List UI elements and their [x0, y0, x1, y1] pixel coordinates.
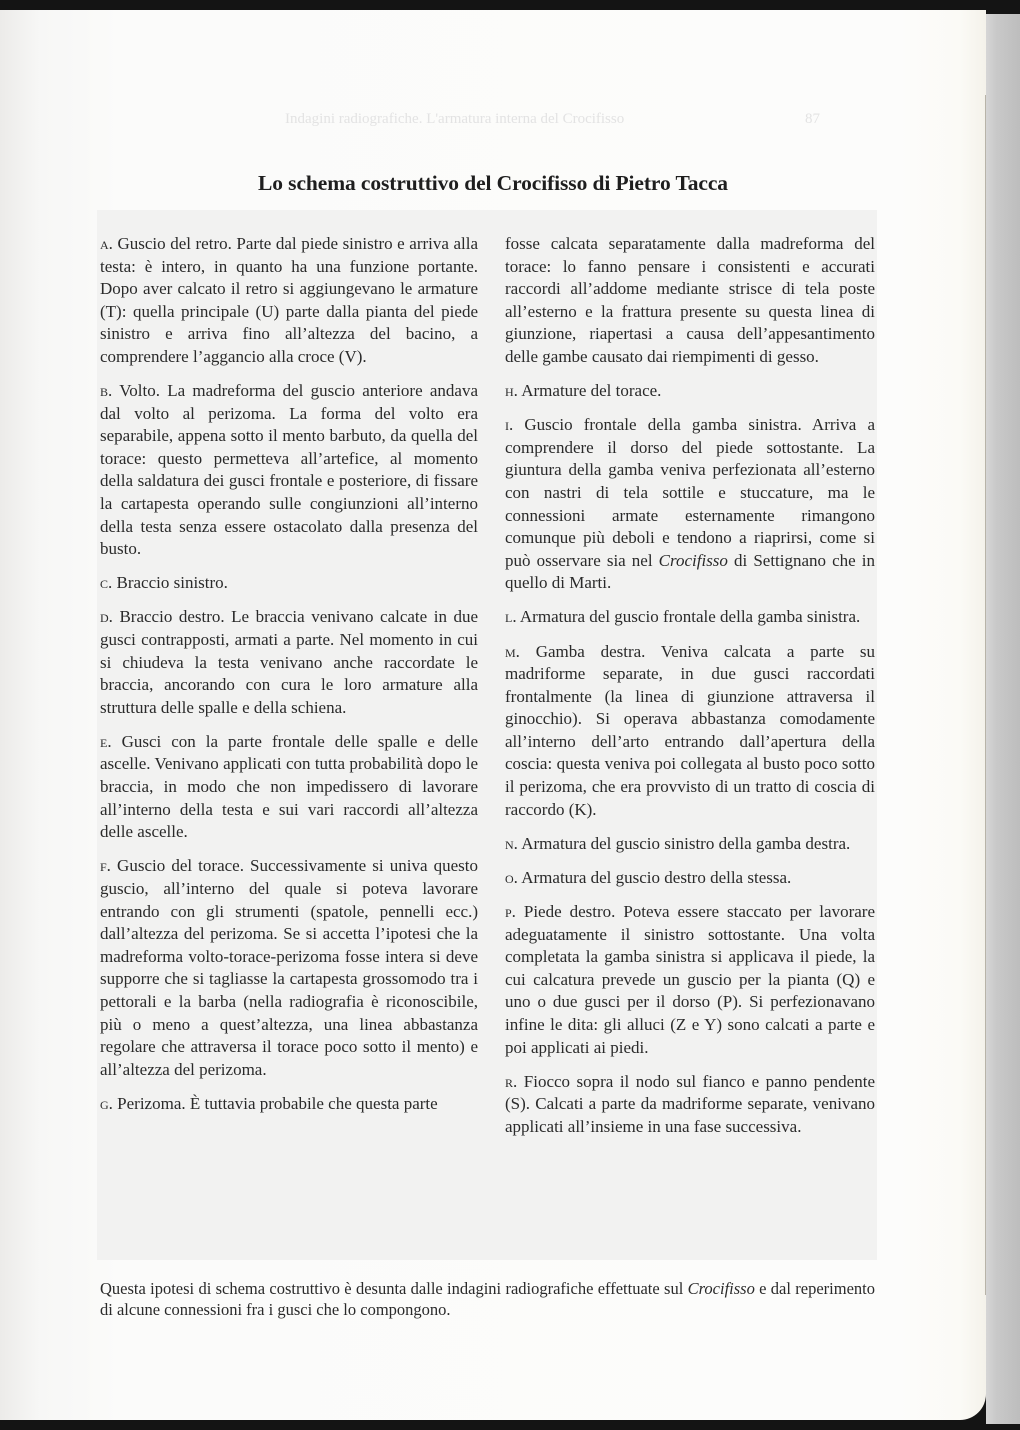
entry-f	[100, 855, 478, 1081]
entry-l	[505, 606, 875, 629]
entry-italic-term: Crocifisso	[658, 550, 728, 570]
entry-letter: h.	[505, 381, 518, 401]
entry-text: Fiocco sopra il nodo sul fianco e panno pendente (S). Calcati a parte da madriforme separate, venivano applicati all’insieme in una fase successiva.	[505, 1071, 875, 1136]
entry-p	[505, 901, 875, 1059]
caption-italic-term: Crocifisso	[687, 1279, 755, 1298]
page-title: Lo schema costruttivo del Crocifisso di Pietro Tacca	[258, 171, 728, 195]
page-number-ghost: 87	[805, 111, 820, 127]
entry-letter: r.	[505, 1071, 518, 1091]
entry-letter: p.	[505, 901, 516, 921]
entry-text: Braccio destro. Le braccia venivano calcate in due gusci contrapposti, armati a parte. Nel momento in cui si chiudeva la testa venivano anche raccordate le braccia, ancorando con cura le loro armature alla struttura delle spalle e della schiena.	[100, 607, 479, 717]
entry-letter: l.	[505, 607, 517, 627]
entry-letter: f.	[100, 856, 111, 876]
entry-letter: n.	[505, 833, 518, 853]
entry-text: Gamba destra. Veniva calcata a parte su madriforme separate, in due gusci raccordati frontalmente (la linea di giunzione attraversa il ginocchio). Si operava abbastanza comodamente all’interno dell’arto entrando dall’apertura della coscia: questa veniva poi collegata al busto poco sotto il perizoma, che era provvisto di un tratto di coscia di raccordo (K).	[505, 641, 876, 819]
entry-text: fosse calcata separatamente dalla madreforma del torace: lo fanno pensare i consistenti e accurati raccordi all’addome mediante strisce di tela poste all’esterno e la frattura presente su questa linea di giunzione, riapertasi a causa dell’appesantimento delle gambe causato dai riempimenti di gesso.	[505, 234, 875, 366]
entry-text: Armature del torace.	[521, 381, 662, 401]
entry-letter: i.	[505, 415, 514, 435]
entry-letter: o.	[505, 867, 518, 887]
entry-text: Guscio del retro. Parte dal piede sinistro e arriva alla testa: è intero, in quanto ha una funzione portante. Dopo aver calcato il retro si aggiungevano le armature (T): quella principale (U) parte dalla pianta del piede sinistro e arriva fino all’altezza del bacino, a comprendere l’aggancio alla croce (V).	[100, 234, 478, 366]
entry-text: Guscio del torace. Successivamente si univa questo guscio, all’interno del quale si poteva lavorare entrando con gli strumenti (spatole, pennelli ecc.) dall’altezza del perizoma. Se si accetta l’ipotesi che la madreforma volto-torace-perizoma fosse intera si deve supporre che si tagliasse la cartapesta grossomodo tra i pettorali e la barba (nella radiografia è riconoscibile, più o meno a quest’altezza, una linea abbastanza regolare che attraversa il torace poco sotto il mento) e all’altezza del perizoma.	[100, 856, 478, 1079]
binding-edge-line	[985, 95, 986, 1295]
entry-c	[100, 572, 478, 595]
entry-letter: e.	[100, 731, 112, 751]
entry-i	[505, 414, 875, 595]
figure-caption	[100, 1279, 875, 1320]
caption-text: e dal reperimento di alcune connessioni fra i gusci che lo compongono.	[100, 1279, 875, 1319]
entry-letter: g.	[100, 1093, 113, 1113]
entry-text: Armatura del guscio frontale della gamba sinistra.	[519, 607, 861, 627]
entry-letter: a.	[100, 234, 113, 253]
running-title-ghost: Indagini radiografiche. L'armatura interna del Crocifisso	[285, 111, 625, 127]
entry-text: Volto. La madreforma del guscio anteriore andava dal volto al perizoma. La forma del volto era separabile, appena sotto il mento barbuto, da quella del torace: questo permetteva all’artefice, al momento della saldatura dei gusci frontale e posteriore, di fissare la cartapesta operando sulle congiunzioni all’interno della testa senza essere ostacolato dalla presenza del busto.	[100, 381, 478, 559]
entry-d	[100, 606, 478, 719]
entry-h	[505, 380, 875, 403]
show-through-header	[0, 111, 986, 131]
entry-g-continued	[505, 233, 875, 369]
entry-text: Guscio frontale della gamba sinistra. Arriva a comprendere il dorso del piede sottostante. La giuntura della gamba veniva perfezionata all’esterno con nastri di tela sottile e stuccature, ma le connessioni armate esternamente rimangono comunque più deboli e tendono a riaprirsi, come si può osservare sia nel	[505, 415, 875, 570]
entry-m	[505, 641, 875, 822]
entry-letter: c.	[100, 573, 113, 593]
entry-n	[505, 833, 875, 856]
entry-o	[505, 867, 875, 890]
left-column	[100, 233, 478, 1127]
entry-text: Armatura del guscio sinistro della gamba destra.	[521, 833, 851, 853]
right-column	[505, 233, 875, 1150]
entry-text: Piede destro. Poteva essere staccato per lavorare adeguatamente il sinistro sottostante. Una volta completata la gamba sinistra si applicava il piede, la cui calcatura prevede un guscio per la pianta (Q) e uno o due gusci per il dorso (P). Si perfezionavano infine le dita: gli alluci (Z e Y) sono calcati a parte e poi applicati ai piedi.	[505, 901, 875, 1057]
entry-b	[100, 380, 478, 561]
entry-text: Armatura del guscio destro della stessa.	[521, 867, 792, 887]
entry-letter: m.	[505, 641, 520, 661]
entry-letter: b.	[100, 381, 113, 401]
entry-a	[100, 233, 478, 369]
entry-g	[100, 1093, 478, 1116]
page-edge-shadow	[986, 14, 1020, 1424]
entry-text: Perizoma. È tuttavia probabile che questa parte	[117, 1093, 438, 1113]
entry-letter: d.	[100, 607, 113, 627]
caption-text: Questa ipotesi di schema costruttivo è desunta dalle indagini radiografiche effettuate sul	[100, 1279, 688, 1298]
entry-text: Gusci con la parte frontale delle spalle e delle ascelle. Venivano applicati con tutta probabilità dopo le braccia, in modo che non impedissero di lavorare all’interno della testa e sui vari raccordi all’altezza delle ascelle.	[100, 731, 478, 842]
entry-text: Braccio sinistro.	[116, 573, 228, 593]
entry-r	[505, 1071, 875, 1139]
entry-e	[100, 731, 478, 844]
entry-text: di Settignano che in quello di Marti.	[505, 550, 875, 593]
